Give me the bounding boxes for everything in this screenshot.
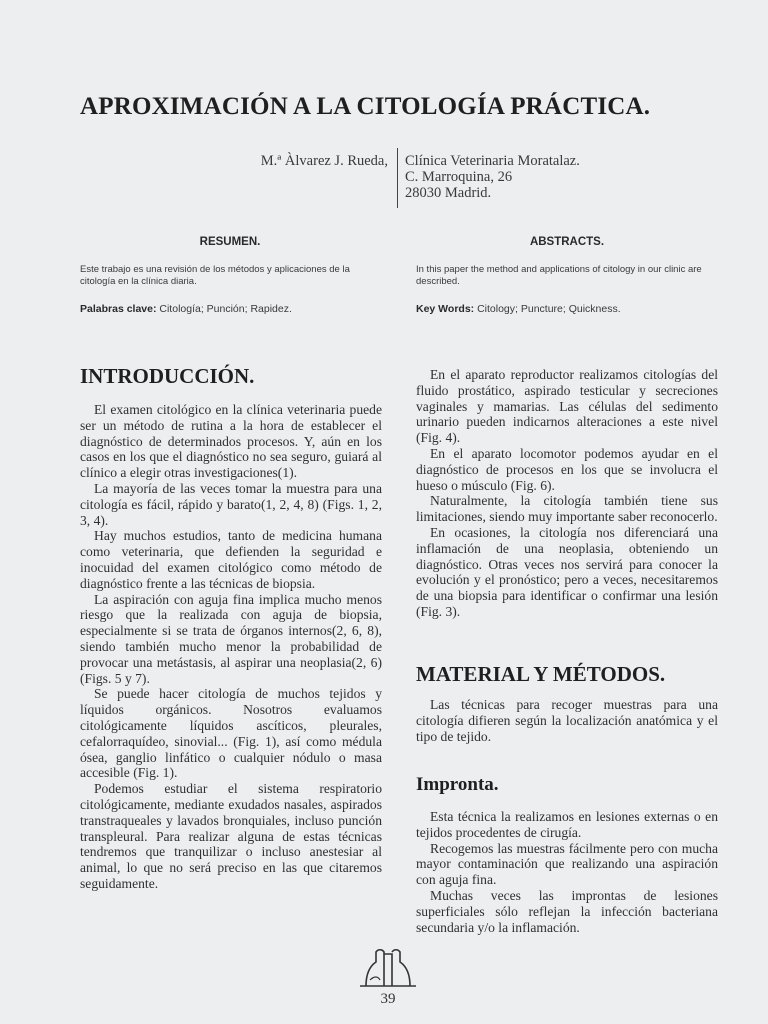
author-name: M.ª Àlvarez J. Rueda, bbox=[260, 153, 388, 169]
paragraph: Esta técnica la realizamos en lesiones externas o en tejidos procedentes de cirugía. bbox=[416, 809, 718, 840]
address-divider bbox=[397, 148, 398, 208]
paragraph: En el aparato locomotor podemos ayudar en el diagnóstico de procesos en los que se involucra el hueso o músculo (Fig. 6). bbox=[416, 445, 718, 493]
abstract-heading: ABSTRACTS. bbox=[529, 236, 605, 248]
keywords-label: Palabras clave: bbox=[80, 303, 157, 315]
keywords-label: Key Words: bbox=[416, 303, 475, 315]
keywords-value: Citología; Punción; Rapidez. bbox=[159, 303, 292, 315]
abstract-keywords bbox=[416, 303, 736, 315]
resumen-text: Este trabajo es una revisión de los métodos y aplicaciones de la citología en la clínica diaria. bbox=[80, 264, 350, 287]
author-address bbox=[405, 153, 665, 201]
impronta-heading: Impronta. bbox=[416, 774, 499, 795]
keywords-value: Citology; Puncture; Quickness. bbox=[477, 303, 621, 315]
introduccion-heading: INTRODUCCIÓN. bbox=[80, 364, 255, 388]
paragraph: En ocasiones, la citología nos diferenciará una inflamación de una neoplasia, obteniendo un diagnóstico. Otras veces nos servirá para conocer la evolución y el pronóstico; pero a veces, necesitaremos de una biopsia para identificar o confirmar una lesión (Fig. 3). bbox=[416, 524, 718, 619]
paragraph: Podemos estudiar el sistema respiratorio citológicamente, mediante exudados nasales, aspirados transtraqueales y lavados bronquiales, incluso punción transpleural. Para realizar alguna de estas técnicas tendremos que tranquilizar o incluso anestesiar al animal, lo que no será preciso en las que citaremos seguidamente. bbox=[80, 781, 382, 891]
paragraph: La aspiración con aguja fina implica mucho menos riesgo que la realizada con aguja de biopsia, especialmente si se trata de órganos internos(2, 6, 8), siendo también mucho menor la probabilidad de provocar una metástasis, al aspirar una neoplasia(2, 6) (Figs. 5 y 7). bbox=[80, 591, 382, 686]
resumen-heading: RESUMEN. bbox=[199, 236, 261, 248]
right-column-text bbox=[416, 367, 718, 620]
address-line: 28030 Madrid. bbox=[405, 185, 492, 201]
article-title: APROXIMACIÓN A LA CITOLOGÍA PRÁCTICA. bbox=[80, 93, 651, 120]
left-column-text bbox=[80, 402, 382, 892]
journal-logo-icon bbox=[356, 944, 420, 988]
material-text bbox=[416, 697, 718, 744]
paragraph: Muchas veces las improntas de lesiones superficiales sólo reflejan la infección bacteriana secundaria y/o la inflamación. bbox=[416, 887, 718, 935]
paragraph: Se puede hacer citología de muchos tejidos y líquidos orgánicos. Nosotros evaluamos citológicamente líquidos ascíticos, pleurales, cefalorraquídeo, sinovial... (Fig. 1), así como médula ósea, ganglio linfático o cualquier nódulo o masa accesible (Fig. 1). bbox=[80, 686, 382, 781]
paragraph: La mayoría de las veces tomar la muestra para una citología es fácil, rápido y barato(1, 2, 4, 8) (Figs. 1, 2, 3, 4). bbox=[80, 480, 382, 528]
paragraph: Las técnicas para recoger muestras para una citología difieren según la localización anatómica y el tipo de tejido. bbox=[416, 697, 718, 744]
paragraph: Hay muchos estudios, tanto de medicina humana como veterinaria, que defienden la seguridad e inocuidad del examen citológico como método de diagnóstico frente a las técnicas de biopsia. bbox=[80, 528, 382, 591]
resumen-keywords bbox=[80, 303, 400, 315]
paragraph: Naturalmente, la citología también tiene sus limitaciones, siendo muy importante saber reconocerlo. bbox=[416, 493, 718, 525]
address-line: C. Marroquina, 26 bbox=[405, 169, 513, 185]
impronta-text bbox=[416, 809, 718, 935]
page-number: 39 bbox=[380, 991, 396, 1007]
paragraph: El examen citológico en la clínica veterinaria puede ser un método de rutina a la hora de establecer el diagnóstico de determinados procesos. Y, aún en los casos en los que el diagnóstico no sea seguro, guiará al clínico a elegir otras investigaciones(1). bbox=[80, 402, 382, 481]
abstract-text: In this paper the method and applications of citology in our clinic are described. bbox=[416, 264, 702, 287]
paragraph: Recogemos las muestras fácilmente pero con mucha mayor contaminación que realizando una aspiración con aguja fina. bbox=[416, 840, 718, 888]
address-line: Clínica Veterinaria Moratalaz. bbox=[405, 153, 580, 169]
material-heading: MATERIAL Y MÉTODOS. bbox=[416, 662, 666, 686]
paragraph: En el aparato reproductor realizamos citologías del fluido prostático, aspirado testicular y secreciones vaginales y mamarias. Las células del sedimento urinario pueden indicarnos alteraciones a este nivel (Fig. 4). bbox=[416, 367, 718, 446]
